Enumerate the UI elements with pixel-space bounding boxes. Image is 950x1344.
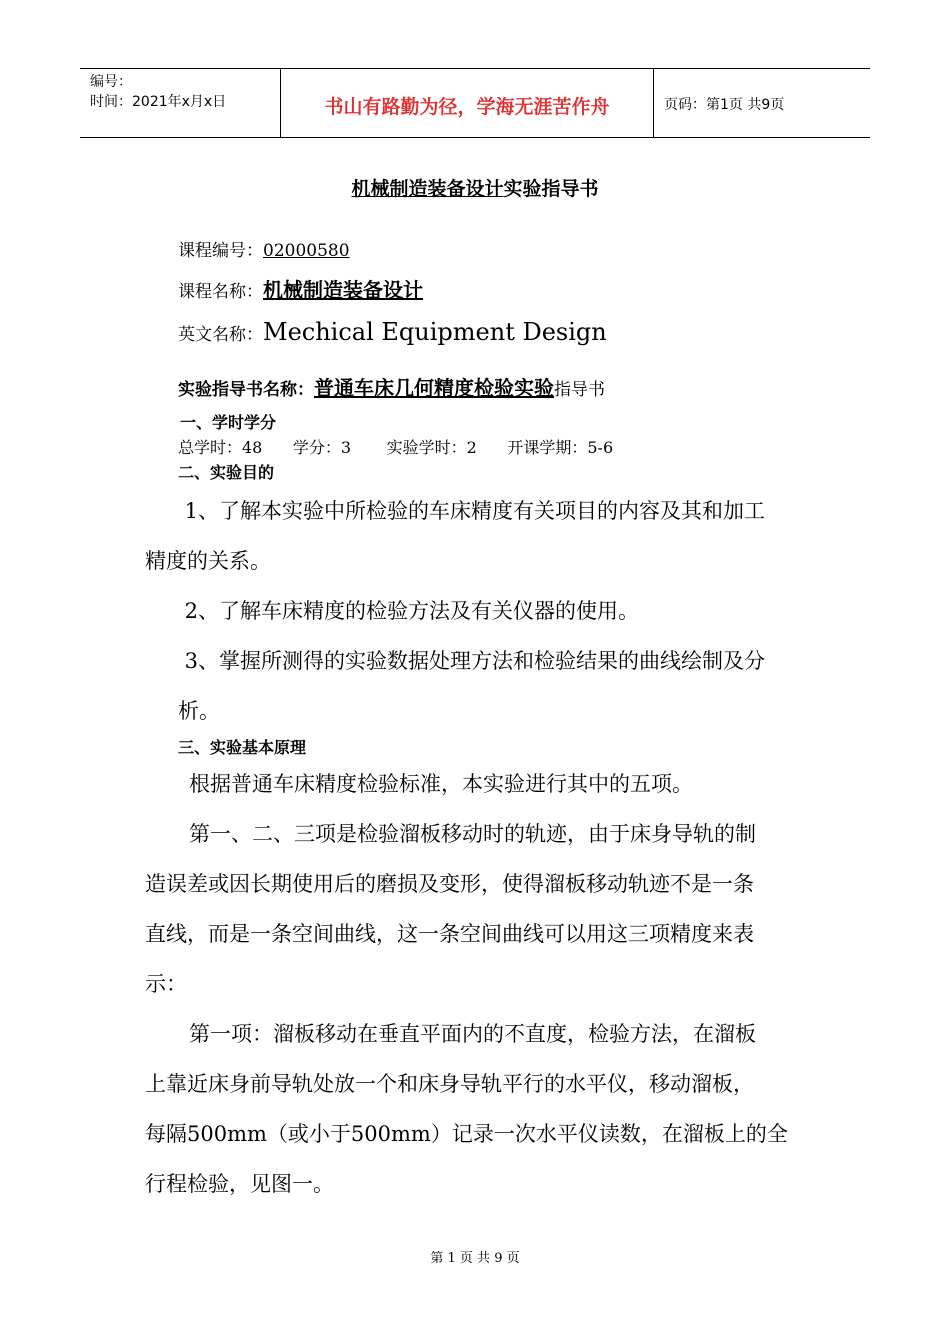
principle-para-3-line2: 上靠近床身前导轨处放一个和床身导轨平行的水平仪，移动溜板， — [145, 1072, 754, 1096]
header-table — [80, 68, 870, 138]
course-name-line — [178, 274, 423, 303]
guide-suffix: 指导书 — [554, 380, 605, 400]
principle-para-3-line3: 每隔500mm（或小于500mm）记录一次水平仪读数，在溜板上的全 — [145, 1122, 788, 1146]
purpose-3-line1: 3、掌握所测得的实验数据处理方法和检验结果的曲线绘制及分 — [178, 649, 766, 673]
course-number-line — [178, 236, 350, 261]
page-label: 页码：第1页 共9页 — [664, 97, 785, 113]
principle-para-2-line3: 直线，而是一条空间曲线，这一条空间曲线可以用这三项精度来表 — [145, 922, 754, 946]
time-label: 时间：2021年x月x日 — [90, 94, 227, 110]
principle-para-1: 根据普通车床精度检验标准，本实验进行其中的五项。 — [189, 772, 693, 796]
number-label: 编号： — [90, 74, 132, 90]
header-info-cell — [80, 69, 281, 137]
purpose-2: 2、了解车床精度的检验方法及有关仪器的使用。 — [178, 599, 640, 623]
section-2-heading: 二、实验目的 — [178, 463, 275, 482]
principle-para-2-line2: 造误差或因长期使用后的磨损及变形，使得溜板移动轨迹不是一条 — [145, 872, 754, 896]
title-rest: 实验指导书 — [503, 178, 599, 200]
principle-para-3-line1: 第一项：溜板移动在垂直平面内的不直度，检验方法，在溜板 — [189, 1022, 756, 1046]
english-name-label: 英文名称： — [178, 325, 263, 345]
principle-para-3-line4: 行程检验，见图一。 — [145, 1172, 334, 1196]
course-name: 机械制造装备设计 — [263, 278, 423, 302]
section-1-heading: 一、学时学分 — [180, 413, 277, 432]
english-name-line — [178, 318, 607, 346]
page-footer: 第 1 页 共 9 页 — [430, 1251, 520, 1266]
course-number-label: 课程编号： — [178, 241, 263, 261]
purpose-1-line1: 1、了解本实验中所检验的车床精度有关项目的内容及其和加工 — [178, 499, 766, 523]
purpose-1-line2: 精度的关系。 — [145, 549, 271, 573]
hours-line: 总学时：48 学分：3 实验学时：2 开课学期：5-6 — [178, 438, 614, 457]
title-underlined: 机械制造装备设计 — [351, 178, 504, 200]
guide-name-line — [178, 372, 605, 401]
purpose-3-line2: 析。 — [178, 699, 220, 723]
section-3-heading: 三、实验基本原理 — [178, 738, 307, 757]
guide-name: 普通车床几何精度检验实验 — [314, 376, 554, 400]
header-page-cell — [654, 69, 870, 137]
guide-name-label: 实验指导书名称： — [178, 380, 314, 400]
header-motto-cell — [281, 69, 654, 137]
english-name: Mechical Equipment Design — [263, 318, 607, 346]
principle-para-2-line4: 示： — [145, 972, 187, 996]
course-number: 02000580 — [263, 241, 350, 261]
course-name-label: 课程名称： — [178, 282, 263, 302]
document-title — [0, 174, 950, 201]
motto: 书山有路勤为径，学海无涯苦作舟 — [324, 96, 610, 118]
principle-para-2-line1: 第一、二、三项是检验溜板移动时的轨迹，由于床身导轨的制 — [189, 822, 756, 846]
